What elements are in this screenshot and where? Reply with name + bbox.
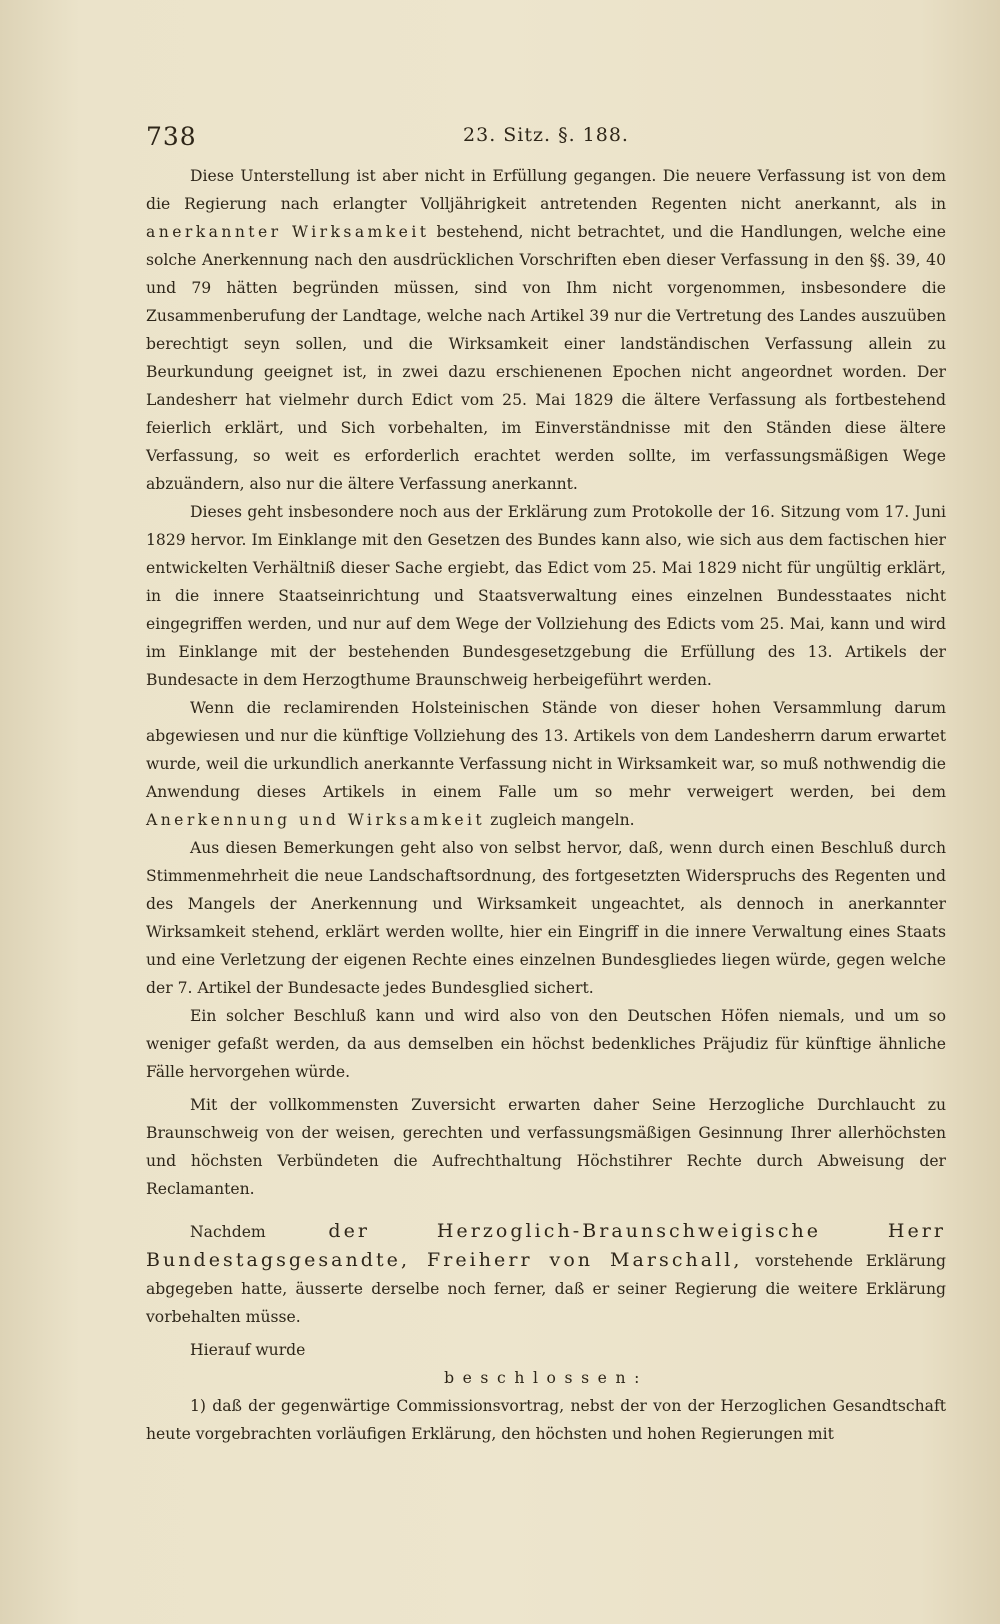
page-number: 738 bbox=[146, 122, 197, 151]
paragraph-5: Ein solcher Beschluß kann und wird also von den Deutschen Höfen niemals, und um so weniger gefaßt werden, da aus demselben ein höchst bedenkliches Präjudiz für künftige ähnliche Fälle hervorgehen würde. bbox=[146, 1007, 946, 1081]
paragraph-6: Mit der vollkommensten Zuversicht erwarten daher Seine Herzogliche Durchlaucht zu Braunschweig von der weisen, gerechten und verfassungsmäßigen Gesinnung Ihrer allerhöchsten und höchsten Verbündeten die Aufrechthaltung Höchstihrer Rechte durch Abweisung der Reclamanten. bbox=[146, 1096, 946, 1198]
paragraph-1-continued: bestehend, nicht betrachtet, und die Handlungen, welche eine solche Anerkennung nach den ausdrücklichen Vorschriften eben dieser Verfassung in den §§. 39, 40 und 79 hätten begründen müssen, sind von Ihm nicht vorgenommen, insbesondere die Zusammenberufung der Landtage, welche nach Artikel 39 nur die Vertretung des Landes auszuüben berechtigt seyn sollen, und die Wirksamkeit einer landständischen Verfassung allein zu Beurkundung geeignet ist, in zwei dazu erschienenen Epochen nicht angeordnet worden. Der Landesherr hat vielmehr durch Edict vom 25. Mai 1829 die ältere Verfassung als fortbestehend feierlich erklärt, und Sich vorbehalten, im Einverständnisse mit den Ständen diese ältere Verfassung, so weit es erforderlich erachtet werden sollte, im verfassungsmäßigen Wege abzuändern, also nur die ältere Verfassung anerkannt. bbox=[146, 223, 946, 493]
paragraph-9: 1) daß der gegenwärtige Commissionsvortrag, nebst der von der Herzoglichen Gesandtschaft heute vorgebrachten vorläufigen Erklärung, den höchsten und hohen Regierungen mit bbox=[146, 1397, 946, 1443]
paragraph-7-continued: vorstehende Erklärung abgegeben hatte, äusserte derselbe noch ferner, daß er seiner Regierung die weitere Erklärung vorbehalten müsse. bbox=[146, 1252, 946, 1326]
paragraph-1 bbox=[146, 162, 946, 498]
paragraph-2: Dieses geht insbesondere noch aus der Erklärung zum Protokolle der 16. Sitzung vom 17. Juni 1829 hervor. Im Einklange mit den Gesetzen des Bundes kann also, wie sich aus dem factischen hier entwickelten Verhältniß dieser Sache ergiebt, das Edict vom 25. Mai 1829 nicht für ungültig erklärt, in die innere Staatseinrichtung und Staatsverwaltung eines einzelnen Bundesstaates nicht eingegriffen werden, und nur auf dem Wege der Vollziehung des Edicts vom 25. Mai, kann und wird im Einklange mit der bestehenden Bundesgesetzgebung die Erfüllung des 13. Artikels der Bundesacte in dem Herzogthume Braunschweig herbeigeführt werden. bbox=[146, 503, 946, 689]
paragraph-3-continued: zugleich mangeln. bbox=[490, 811, 635, 829]
running-head: 23. Sitz. §. 188. bbox=[463, 124, 629, 146]
paragraph-7 bbox=[146, 1217, 946, 1331]
paragraph-1-text: Diese Unterstellung ist aber nicht in Erfüllung gegangen. Die neuere Verfassung ist von dem die Regierung nach erlangter Volljährigkeit antretenden Regenten nicht anerkannt, als in bbox=[146, 167, 946, 213]
resolution-heading: beschlossen: bbox=[444, 1369, 648, 1387]
spaced-emphasis: anerkannter Wirksamkeit bbox=[146, 223, 430, 241]
paragraph-7-start: Nachdem bbox=[190, 1223, 266, 1241]
envoy-name: der Herzoglich-Braunschweigische Herr Bundestagsgesandte, Freiherr von Marschall, bbox=[146, 1220, 946, 1271]
paragraph-8: Hierauf wurde bbox=[190, 1341, 306, 1359]
spaced-emphasis: Anerkennung und Wirksamkeit bbox=[146, 811, 486, 829]
paragraph-4: Aus diesen Bemerkungen geht also von selbst hervor, daß, wenn durch einen Beschluß durch Stimmenmehrheit die neue Landschaftsordnung, des fortgesetzten Widerspruchs des Regenten und des Mangels der Anerkennung und Wirksamkeit ungeachtet, als dennoch in anerkannter Wirksamkeit stehend, erklärt werden wollte, hier ein Eingriff in die innere Verwaltung eines Staats und eine Verletzung der eigenen Rechte eines einzelnen Bundesgliedes liegen würde, gegen welche der 7. Artikel der Bundesacte jedes Bundesglied sichert. bbox=[146, 839, 946, 997]
paragraph-3 bbox=[146, 694, 946, 834]
page-header bbox=[146, 118, 946, 154]
page-body bbox=[146, 162, 946, 1448]
paragraph-3-text: Wenn die reclamirenden Holsteinischen Stände von dieser hohen Versammlung darum abgewiesen und nur die künftige Vollziehung des 13. Artikels von dem Landesherrn darum erwartet wurde, weil die urkundlich anerkannte Verfassung nicht in Wirksamkeit war, so muß nothwendig die Anwendung dieses Artikels in einem Falle um so mehr verweigert werden, bei dem bbox=[146, 699, 946, 801]
